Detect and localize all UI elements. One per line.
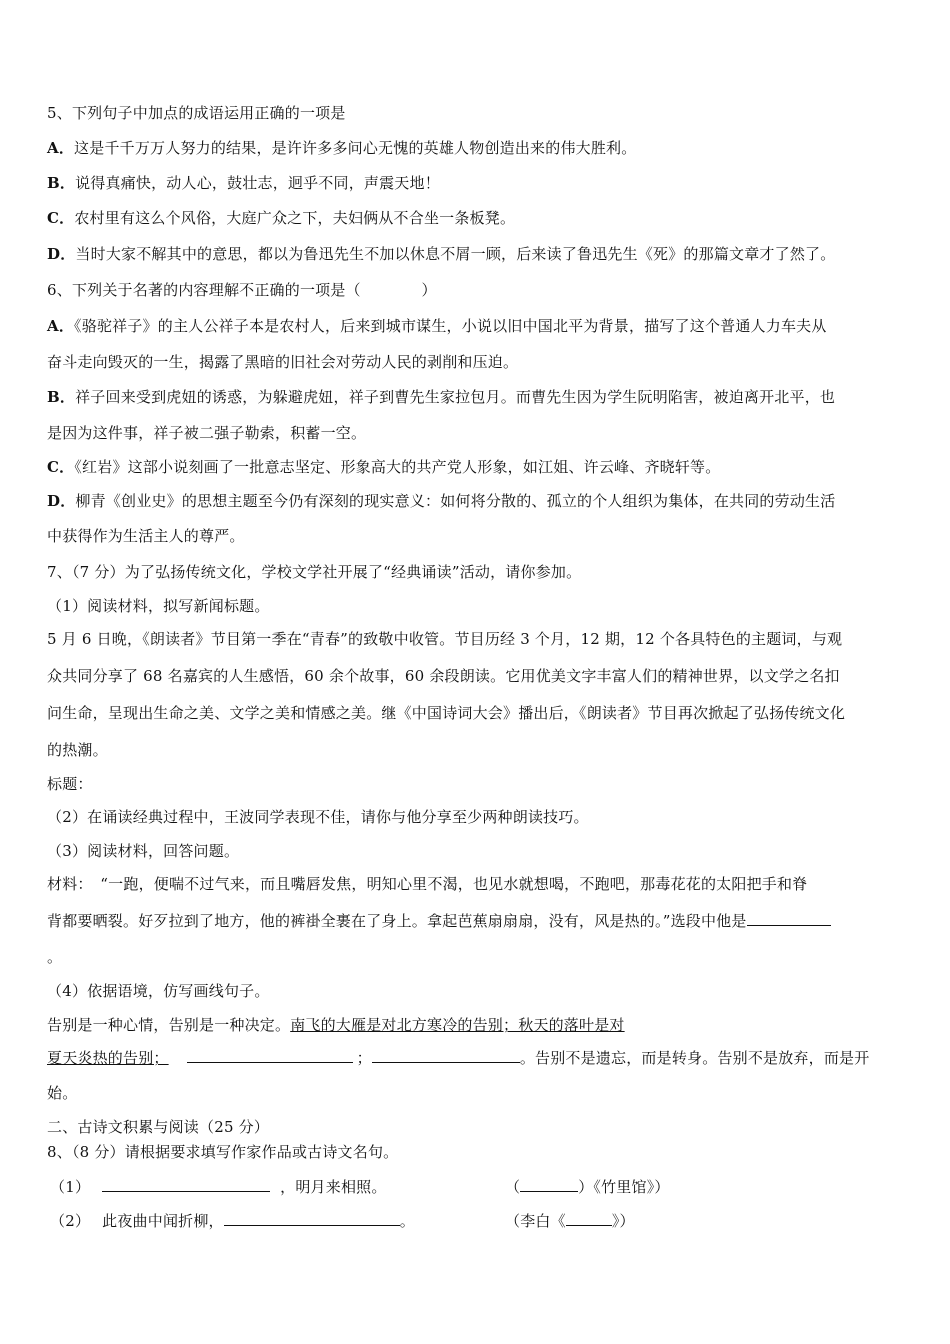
q5-option-c: C．农村里有这么个风俗，大庭广众之下，夫妇俩从不合坐一条板凳。 bbox=[47, 209, 516, 227]
answer-blank[interactable] bbox=[747, 911, 831, 926]
q5-option-a: A．这是千千万万人努力的结果，是许许多多问心无愧的英雄人物创造出来的伟大胜利。 bbox=[47, 139, 637, 157]
answer-blank[interactable] bbox=[566, 1211, 612, 1226]
q8-item-1: （1） ，明月来相照。 bbox=[50, 1178, 387, 1196]
q6-option-d: D．柳青《创业史》的思想主题至今仍有深刻的现实意义：如何将分散的、孤立的个人组织为集体，在共同的劳动生活 bbox=[47, 492, 836, 510]
q6-option-b-cont: 是因为这件事，祥子被二强子勒索，积蓄一空。 bbox=[47, 424, 367, 442]
q7-material-line: 问生命，呈现出生命之美、文学之美和情感之美。继《中国诗词大会》播出后，《朗读者》节目再次掀起了弘扬传统文化 bbox=[47, 704, 846, 722]
underlined-sentence: 南飞的大雁是对北方寒冷的告别；秋天的落叶是对 bbox=[290, 1016, 625, 1034]
q8-item-2-source: （李白《 》） bbox=[505, 1212, 635, 1230]
q6-option-b: B．祥子回来受到虎妞的诱惑，为躲避虎妞，祥子到曹先生家拉包月。而曹先生因为学生阮明陷害，被迫离开北平，也 bbox=[47, 388, 836, 406]
answer-blank[interactable] bbox=[520, 1177, 578, 1192]
q7-title-label: 标题： bbox=[47, 775, 93, 793]
answer-blank[interactable] bbox=[187, 1048, 353, 1063]
q8-stem: 8、（8 分）请根据要求填写作家作品或古诗文名句。 bbox=[47, 1143, 399, 1161]
q7-part4-line: 夏天炎热的告别； ； 。告别不是遗忘，而是转身。告别不是放弃，而是开 bbox=[47, 1049, 870, 1067]
q5-option-d: D．当时大家不解其中的意思，都以为鲁迅先生不加以休息不屑一顾，后来读了鲁迅先生《死》的那篇文章才了然了。 bbox=[47, 245, 836, 263]
q5-stem: 5、下列句子中加点的成语运用正确的一项是 bbox=[47, 104, 346, 122]
q7-part4: （4）依据语境，仿写画线句子。 bbox=[47, 982, 270, 1000]
q7-material-line: 众共同分享了 68 名嘉宾的人生感悟，60 余个故事，60 余段朗读。它用优美文字丰富人们的精神世界，以文学之名扣 bbox=[47, 667, 840, 685]
answer-blank[interactable] bbox=[102, 1177, 270, 1192]
q5-option-b: B．说得真痛快，动人心，鼓壮志，迥乎不同，声震天地！ bbox=[47, 174, 440, 192]
answer-blank[interactable] bbox=[372, 1048, 520, 1063]
q6-option-a-cont: 奋斗走向毁灭的一生，揭露了黑暗的旧社会对劳动人民的剥削和压迫。 bbox=[47, 353, 519, 371]
underlined-sentence: 夏天炎热的告别； bbox=[47, 1049, 169, 1067]
q8-item-2: （2） 此夜曲中闻折柳， 。 bbox=[50, 1212, 415, 1230]
q6-stem: 6、下列关于名著的内容理解不正确的一项是（ ） bbox=[47, 281, 437, 299]
q6-option-d-cont: 中获得作为生活主人的尊严。 bbox=[47, 527, 245, 545]
q7-part4-end: 始。 bbox=[47, 1084, 78, 1102]
q7-material-line: 5 月 6 日晚，《朗读者》节目第一季在“青春”的致敬中收管。节目历经 3 个月，12 期，12 个各具特色的主题词，与观 bbox=[47, 630, 843, 648]
q7-part3: （3）阅读材料，回答问题。 bbox=[47, 842, 240, 860]
q7-material-line: 的热潮。 bbox=[47, 741, 108, 759]
q7-stem: 7、（7 分）为了弘扬传统文化，学校文学社开展了“经典诵读”活动，请你参加。 bbox=[47, 563, 582, 581]
q6-option-c: C．《红岩》这部小说刻画了一批意志坚定、形象高大的共产党人形象，如江姐、许云峰、齐晓轩等。 bbox=[47, 458, 721, 476]
q7-part2: （2）在诵读经典过程中，王波同学表现不佳，请你与他分享至少两种朗读技巧。 bbox=[47, 808, 589, 826]
q7-material3-line: 背都要晒裂。好歹拉到了地方，他的裤褂全裹在了身上。拿起芭蕉扇扇扇，没有，风是热的。”选段中他是 bbox=[47, 910, 831, 931]
section-heading: 二、古诗文积累与阅读（25 分） bbox=[47, 1118, 270, 1136]
q6-option-a: A．《骆驼祥子》的主人公祥子本是农村人，后来到城市谋生，小说以旧中国北平为背景，描写了这个普通人力车夫从 bbox=[47, 317, 827, 335]
answer-blank[interactable] bbox=[224, 1211, 400, 1226]
q7-part4-line: 告别是一种心情，告别是一种决定。南飞的大雁是对北方寒冷的告别；秋天的落叶是对 bbox=[47, 1016, 625, 1034]
q7-material3-end: 。 bbox=[47, 948, 63, 966]
q8-item-1-source: （ ）《竹里馆》） bbox=[505, 1178, 670, 1196]
q7-part1: （1）阅读材料，拟写新闻标题。 bbox=[47, 597, 270, 615]
q7-material3-line: 材料： “一跑，便喘不过气来，而且嘴唇发焦，明知心里不渴，也见水就想喝，不跑吧，那毒花花的太阳把手和脊 bbox=[47, 875, 808, 893]
